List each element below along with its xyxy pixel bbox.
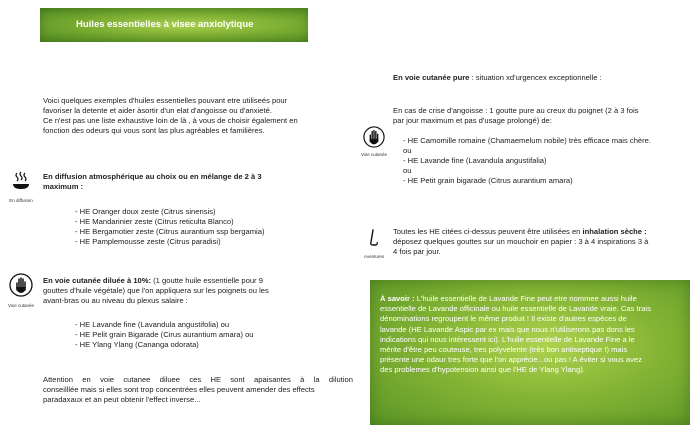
pure-text [393, 106, 693, 126]
pure-line: par jour maximum et pas d'usage prolongé) de: [393, 116, 552, 125]
list-item: - HE Oranger doux zeste (Citrus sinensis) [75, 207, 216, 216]
diluee-heading [43, 276, 353, 306]
diffuser-icon [10, 170, 32, 192]
pure-icon-caption: Voie cutanée [360, 152, 388, 157]
pure-heading [393, 73, 693, 83]
list-item: - HE Camomille romaine (Chamaemelum nobile) très efficace mais chère. [403, 136, 652, 145]
a-savoir-line: indications qui nous intéressent ici). L'huile essentielle de Lavande Fine a le [380, 334, 635, 344]
pure-list [403, 136, 651, 186]
list-item: - HE Mandarinier zeste (Citrus reticulta Blanco) [75, 217, 234, 226]
seche-icon-caption: Aventures [363, 254, 385, 259]
list-item: - HE Pamplemousse zeste (Citrus paradisi) [75, 237, 221, 246]
list-item: - HE Pelit grain Bigarade (Cirus aurantium amara) ou [75, 330, 254, 339]
seche-line: 4 fois par jour. [393, 247, 441, 256]
a-savoir-line: essentielle de Lavande officinale ou huile essentielle de Lavande vraie. Cas trais [380, 304, 651, 314]
intro-line: favoriser la detente et aider àsortir d'un elat d'angoisse ou d'anxieté. [43, 106, 272, 115]
diluee-heading-bold: En voie cutanée diluée à 10%: [43, 276, 152, 285]
list-item: - HE Lavande fine (Lavandula angustifolia) ou [75, 320, 230, 329]
diluee-line: avant-bras ou au niveau du plexus salaire : [43, 296, 188, 305]
a-savoir-line: lavande (HE Lavande Aspic par ex mais que nous n'utiliserons pas dons les [380, 324, 635, 334]
intro-line: Voici quelques exemples d'huiles essentielles pouvant etre utiliseés pour [43, 96, 288, 105]
nose-icon [365, 228, 383, 250]
list-item: - HE Ylang Ylang (Cananga odorata) [75, 340, 199, 349]
pure-heading-bold: En voie cutanée pure [393, 73, 470, 82]
a-savoir-line: des problemes d'hypotension ainsi que l'HE de Ylang Ylang). [380, 365, 585, 375]
diffusion-icon-caption: En diffusion [9, 198, 33, 203]
warning-line: Attention en voie cutanee diluee ces HE sont apaisantes à la dilution [43, 375, 353, 384]
pure-line: En cas de crise d'angoisse : 1 goutte pure au creux du poignet (2 à 3 fois [393, 106, 639, 115]
warning-line: paradaxaux et an peut obtenir l'effect inverse... [43, 395, 201, 404]
intro-line: Ce n'est pas une liste exhaustive loin de là , à vous de choisir également en [43, 116, 298, 125]
seche-line-start: Toutes les HE citées ci-dessus peuvent être utilisées en [393, 227, 583, 236]
hand-icon [363, 126, 385, 148]
a-savoir-box [370, 280, 690, 425]
a-savoir-line: présente une odaur tres forte que l'on apprécie...ou pas ! A éviter si vous avez [380, 355, 642, 365]
title-banner [40, 8, 308, 42]
page-title: Huiles essentielles à visee anxiolytique [76, 19, 254, 30]
list-item: ou [403, 146, 412, 155]
diffusion-heading-line: maximum : [43, 182, 84, 191]
warning-line: conseilllée mais si elles sont trop concentrées elles peuvent amender des effects [43, 385, 315, 394]
a-savoir-label: À savoir : [380, 294, 415, 303]
seche-text [393, 227, 693, 257]
pure-heading-rest: : situation xd'urgencex exceptionnelle : [469, 73, 602, 82]
diluee-warning [43, 375, 353, 405]
intro-paragraph [43, 96, 353, 136]
a-savoir-line: mérite d'être peu couteuse, tres polyvelente (très bon antiseptique !) mais [380, 345, 628, 355]
seche-line: déposez quelques gouttes sur un mouchoir en papier : 3 à 4 inspirations 3 à [393, 237, 649, 246]
a-savoir-line: L'huile essentielle de Lavande Fine peut etre nommee aussi huile [414, 294, 637, 303]
list-item: - HE Bergamotier zeste (Citrus aurantium ssp bergamia) [75, 227, 265, 236]
list-item: ou [403, 166, 412, 175]
diffusion-heading [43, 172, 343, 192]
diffusion-list [75, 207, 265, 247]
seche-line-bold: inhalation sèche : [582, 227, 647, 236]
diffusion-heading-line: En diffusion atmosphérique au choix ou en mélange de 2 à 3 [43, 172, 262, 181]
a-savoir-text [380, 294, 680, 376]
list-item: - HE Petit grain bigarade (Citrus aurantium amara) [403, 176, 573, 185]
a-savoir-line: dénominations regroupent le même produit ! Il existe d'autres espèces de [380, 314, 627, 324]
diluee-heading-rest: (1 goutte huile essentielle pour 9 [151, 276, 263, 285]
list-item: - HE Lavande fine (Lavandula angustifalia) [403, 156, 547, 165]
intro-line: fonction des odeurs qui vous sont las plus agréables et familières. [43, 126, 265, 135]
diluee-icon-caption: Voie cutanée [7, 303, 35, 308]
diluee-list [75, 320, 254, 350]
diluee-line: gouttes d'huile végétale) que l'on appliquera sur les poignets ou les [43, 286, 269, 295]
hand-icon [9, 273, 33, 297]
